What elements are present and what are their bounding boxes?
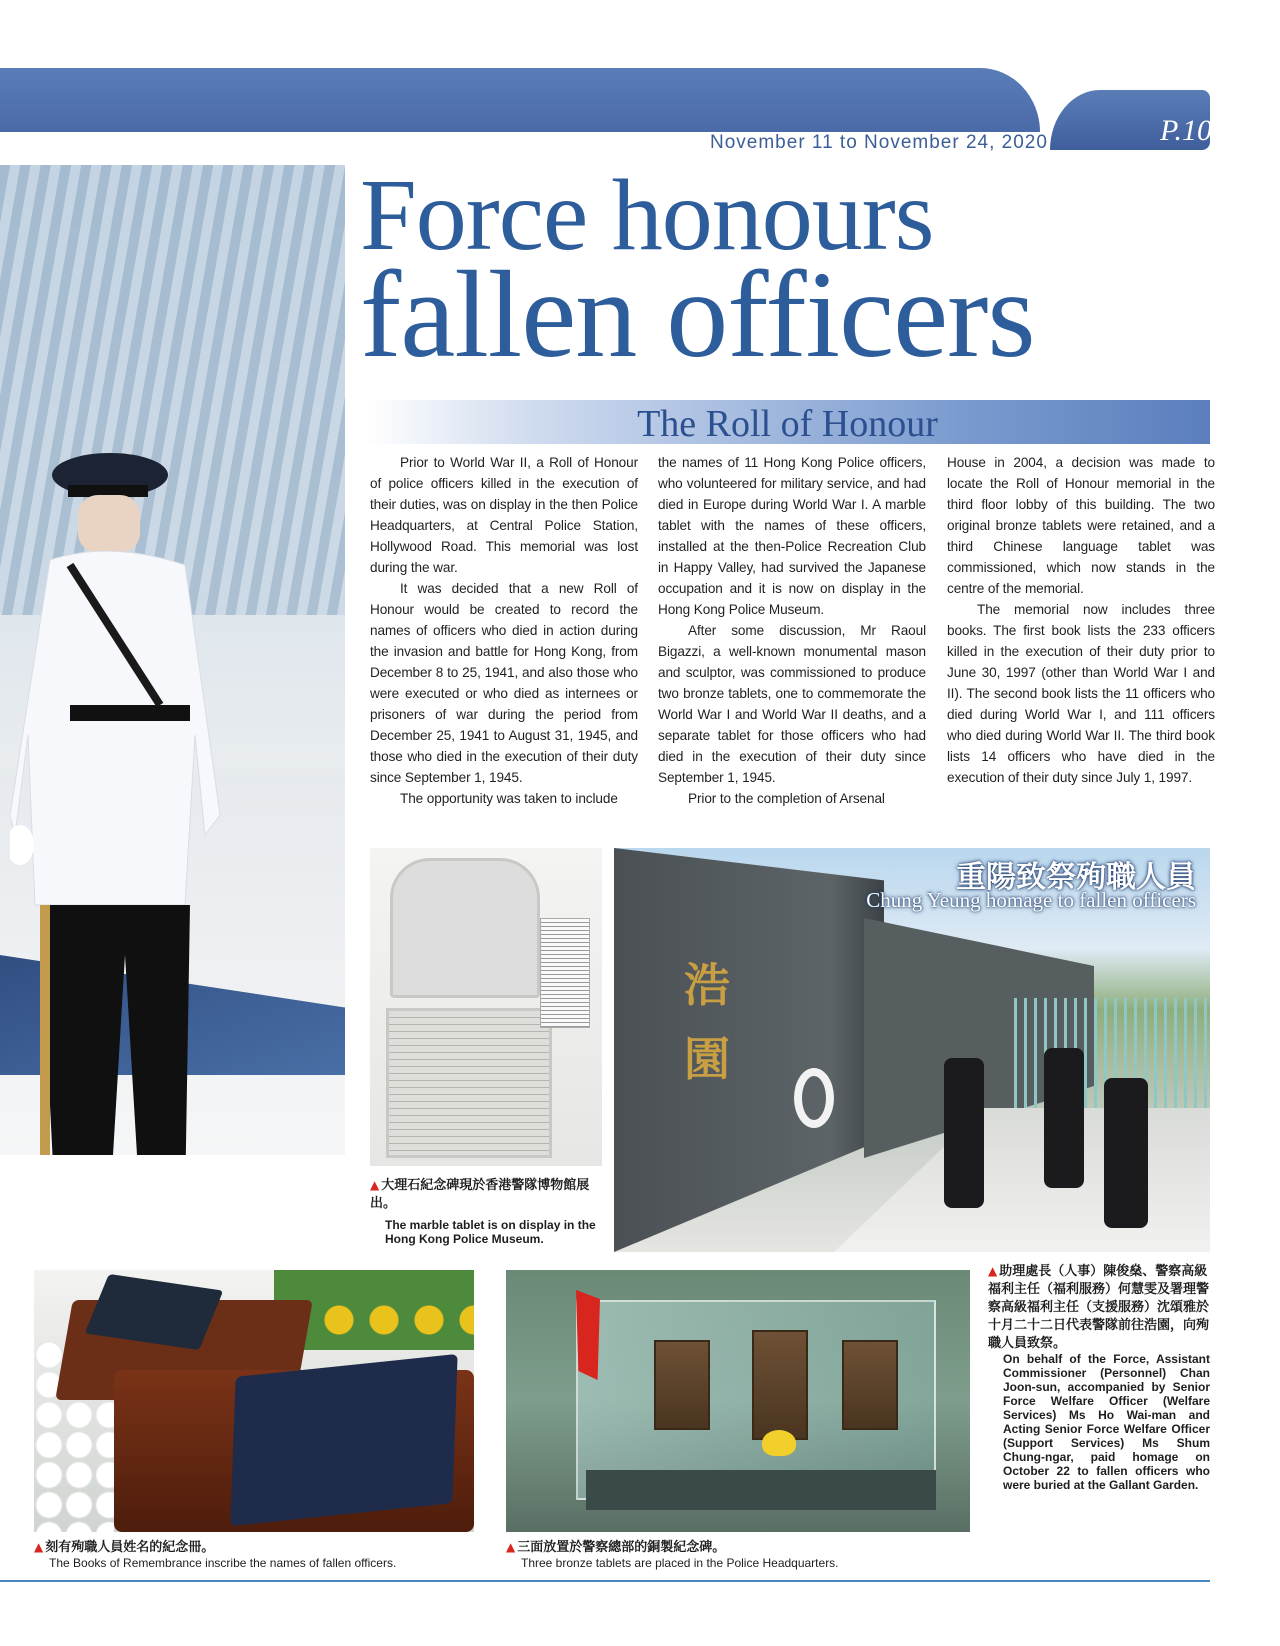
tablets-caption-cn: [506, 1538, 970, 1557]
paragraph: It was decided that a new Roll of Honour would be created to record the names of officers who died in action during the invasion and battle for Hong Kong, from December 8 to 25, 1941, and also those who were executed or who died as internees or prisoners of war during the period from December 25, 1941 to August 31, 1945, and those who died in the execution of their duty since September 1, 1945.: [370, 581, 638, 785]
header-band: [0, 68, 1040, 132]
garden-caption-en: On behalf of the Force, Assistant Commissioner (Personnel) Chan Joon-sun, accompanied by Senior Force Welfare Officer (Welfare Services) Ms Ho Wai-man and Acting Senior Force Welfare Officer (Support Services) Ms Shum Chung-ngar, paid homage on October 22 to fallen officers who were buried at the Gallant Garden.: [1003, 1352, 1210, 1492]
paragraph: the names of 11 Hong Kong Police officers, who volunteered for military service, and had died in Europe during World War I. A marble tablet with the names of these officers, installed at the then-Police Recreation Club in Happy Valley, had survived the Japanese occupation and it is now on display in the Hong Kong Police Museum.: [658, 455, 926, 617]
headline: [360, 159, 1220, 383]
books-caption-cn: [34, 1538, 474, 1557]
marble-tablet-photo: [370, 848, 602, 1166]
issue-date: November 11 to November 24, 2020: [710, 132, 1048, 153]
book: [230, 1354, 457, 1526]
caption-text: 助理處長（人事）陳俊燊、警察高級福利主任（福利服務）何慧雯及署理警察高級福利主任（支援服務）沈頌雅於十月二十二日代表警隊前往浩園，向殉職人員致祭。: [988, 1264, 1210, 1351]
caption-marker-icon: ▲: [370, 1178, 380, 1192]
garden-photo-heading-cn: 重陽致祭殉職人員: [956, 860, 1196, 895]
paragraph: House in 2004, a decision was made to locate the Roll of Honour memorial in the third floor lobby of this building. The two original bronze tablets were retained, and a third Chinese language tablet was commissioned, which now stands in the centre of the memorial.: [947, 455, 1215, 596]
notice-board: [540, 918, 590, 1028]
marble-caption-cn: [370, 1176, 602, 1213]
bronze-tablets-photo: [506, 1270, 970, 1532]
tablet-upper: [390, 858, 540, 998]
gallant-garden-sign: 浩園: [684, 958, 730, 1086]
marble-caption-en: The marble tablet is on display in the Hong Kong Police Museum.: [385, 1218, 596, 1246]
memorial-base: [586, 1470, 936, 1510]
caption-marker-icon: ▲: [506, 1540, 516, 1554]
books-caption-en: The Books of Remembrance inscribe the names of fallen officers.: [49, 1556, 397, 1570]
guard-of-honour-photo: [0, 165, 345, 1155]
bronze-tablet: [752, 1330, 808, 1440]
section-title: The Roll of Honour: [637, 403, 938, 445]
caption-text: 刻有殉職人員姓名的紀念冊。: [45, 1540, 215, 1555]
police-officer-figure: [10, 435, 240, 1155]
garden-photo-heading-en: Chung Yeung homage to fallen officers: [866, 888, 1196, 912]
article-column-2: [658, 452, 926, 809]
caption-text: 三面放置於警察總部的銅製紀念碑。: [517, 1540, 726, 1555]
headline-line-1: Force honours: [360, 159, 934, 272]
person: [1104, 1078, 1148, 1228]
caption-text: 大理石紀念碑現於香港警隊博物館展出。: [370, 1178, 590, 1211]
paragraph: Prior to the completion of Arsenal: [688, 791, 885, 806]
paragraph: The memorial now includes three books. The first book lists the 233 officers killed in the execution of their duty prior to June 30, 1997 (other than World War I and II). The second book lists the 11 officers who died during World War I, and 111 officers who died during World War II. The third book lists 14 officers who have died in the execution of their duty since July 1, 1997.: [947, 602, 1215, 785]
tablets-caption-en: Three bronze tablets are placed in the Police Headquarters.: [521, 1556, 839, 1570]
person: [944, 1058, 984, 1208]
caption-marker-icon: ▲: [34, 1540, 44, 1554]
garden-caption-cn: [988, 1262, 1210, 1353]
bronze-tablet: [654, 1340, 710, 1430]
article-column-3: [947, 452, 1215, 788]
hk-flag: [576, 1290, 600, 1380]
paragraph: After some discussion, Mr Raoul Bigazzi, a well-known monumental mason and sculptor, was commissioned to produce two bronze tablets, one to commemorate the World War I and World War II deaths, and a separate tablet for those officers who had died in the execution of their duty since September 1, 1945.: [658, 623, 926, 785]
books-of-remembrance-photo: [34, 1270, 474, 1532]
headline-line-2: fallen officers: [360, 246, 1035, 383]
article-column-1: [370, 452, 638, 809]
wreath: [794, 1068, 834, 1128]
person: [1044, 1048, 1084, 1188]
page-number: P.10: [1160, 114, 1212, 147]
tablet-lower: [386, 1008, 552, 1158]
paragraph: Prior to World War II, a Roll of Honour of police officers killed in the execution of their duties, was on display in the then Police Headquarters, at Central Police Station, Hollywood Road. This memorial was lost during the war.: [370, 455, 638, 575]
paragraph: The opportunity was taken to include: [400, 791, 618, 806]
caption-marker-icon: ▲: [988, 1264, 998, 1278]
bronze-tablet: [842, 1340, 898, 1430]
flower-bowl: [762, 1430, 796, 1456]
footer-rule: [0, 1580, 1210, 1582]
